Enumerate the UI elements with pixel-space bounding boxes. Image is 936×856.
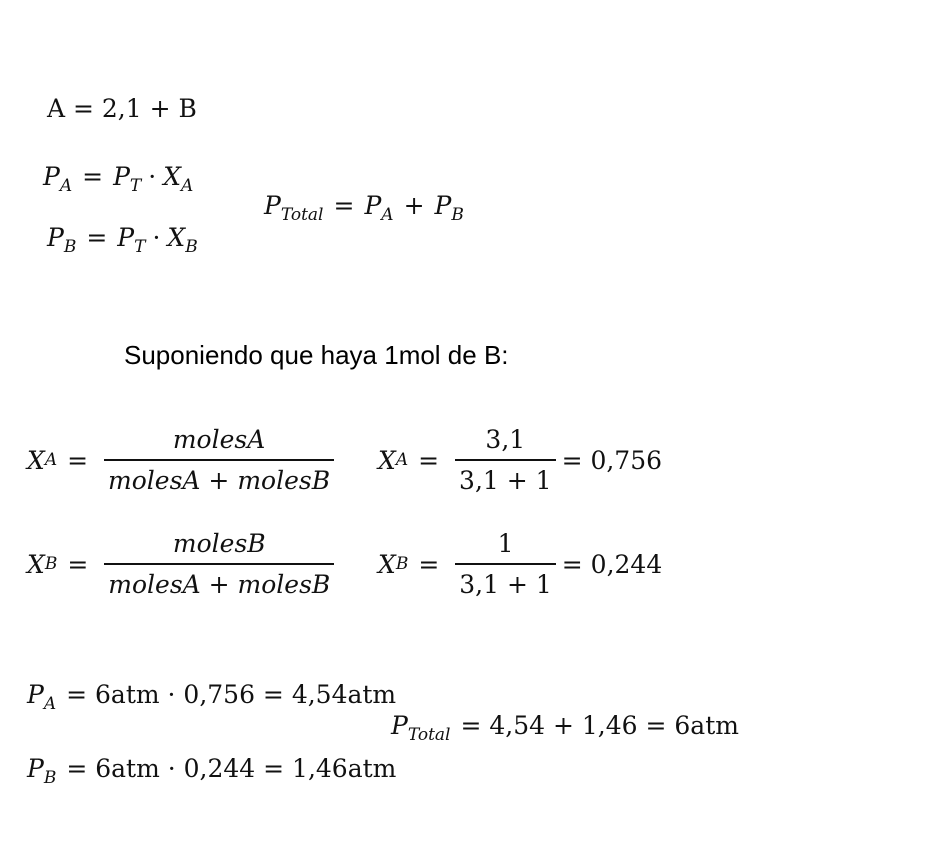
ptotal-calc-lhs: P (391, 711, 408, 740)
xb-value-numerator: 1 (497, 529, 514, 558)
xa-formula-numerator: molesA (172, 425, 266, 454)
pb-lhs: P (47, 223, 64, 252)
equation-a-text: A = 2,1 + B (47, 94, 197, 123)
xb-value-result: = 0,244 (561, 549, 663, 579)
pb-calc-lhs-sub: B (43, 768, 57, 788)
pb-calc-lhs: P (27, 754, 44, 783)
xa-value-fraction (455, 424, 556, 496)
fraction-bar (455, 563, 556, 565)
fraction-bar (104, 563, 334, 565)
pb-x-sub: B (185, 237, 198, 257)
ptotal-calc-lhs-sub: Total (407, 725, 451, 745)
pa-calc-rhs: = 6atm · 0,756 = 4,54atm (66, 680, 397, 709)
xa-value-lhs: X (378, 445, 396, 475)
equation-pb-calculation (27, 754, 397, 788)
equation-ptotal-definition: $P_{Total} = P_A + P_B$ (264, 191, 464, 225)
xb-value-denominator: 3,1 + 1 (459, 569, 552, 599)
xa-value-denominator: 3,1 + 1 (459, 465, 552, 495)
pa-pt: P (113, 162, 130, 191)
pa-lhs-sub: A (59, 176, 73, 196)
xb-formula-numerator: molesB (172, 529, 266, 558)
xa-formula-lhs: X (27, 445, 45, 475)
xa-formula-denominator: molesA + molesB (108, 465, 331, 495)
xa-formula-fraction (104, 424, 334, 496)
equation-ptotal-calculation (391, 711, 739, 745)
ptotal-b-sub: B (451, 205, 464, 225)
xb-formula-fraction (104, 528, 334, 600)
equation-xa-formula: X A = $\frac{\text{molesA}}{\text{molesA + molesB}}$ (27, 424, 340, 496)
ptotal-b: P (434, 191, 452, 220)
equation-xa-value: X A = $\frac{3,1}{3,1 + 1}$ = 0,756 (378, 425, 663, 495)
pb-x: X (167, 223, 186, 252)
ptotal-a: P (364, 191, 382, 220)
equation-a-equals-b-plus (47, 96, 197, 121)
assumption-text: Suponiendo que haya 1mol de B: (124, 340, 509, 370)
pa-calc-lhs-sub: A (43, 694, 57, 714)
equation-pa-definition: $P_A = P_T \cdot X_A$ (43, 162, 194, 196)
ptotal-calc-rhs: = 4,54 + 1,46 = 6atm (460, 711, 739, 740)
xa-value-numerator: 3,1 (485, 425, 526, 454)
pa-x-sub: A (181, 176, 194, 196)
xb-formula-denominator: molesA + molesB (108, 569, 331, 599)
fraction-bar (455, 459, 556, 461)
pb-calc-rhs: = 6atm · 0,244 = 1,46atm (66, 754, 397, 783)
xb-value-fraction (455, 528, 556, 600)
ptotal-lhs-sub: Total (280, 205, 324, 225)
equation-xb-formula: X B = $\frac{\text{molesB}}{\text{molesA + molesB}}$ (27, 528, 340, 600)
ptotal-lhs: P (264, 191, 281, 220)
ptotal-a-sub: A (381, 205, 394, 225)
pa-calc-lhs: P (27, 680, 44, 709)
xa-value-result: = 0,756 (561, 445, 663, 475)
pb-pt-sub: T (134, 237, 146, 257)
pb-lhs-sub: B (63, 237, 77, 257)
pb-pt: P (117, 223, 135, 252)
equation-pb-definition: $P_B = P_T \cdot X_B$ (47, 223, 198, 257)
pa-lhs: P (43, 162, 60, 191)
xb-formula-lhs: X (27, 549, 45, 579)
xb-value-lhs: X (378, 549, 396, 579)
pa-x: X (163, 162, 181, 191)
equation-xb-value: X B = $\frac{1}{3,1 + 1}$ = 0,244 (378, 529, 663, 599)
pa-pt-sub: T (129, 176, 142, 196)
fraction-bar (104, 459, 334, 461)
equation-pa-calculation (27, 680, 397, 714)
